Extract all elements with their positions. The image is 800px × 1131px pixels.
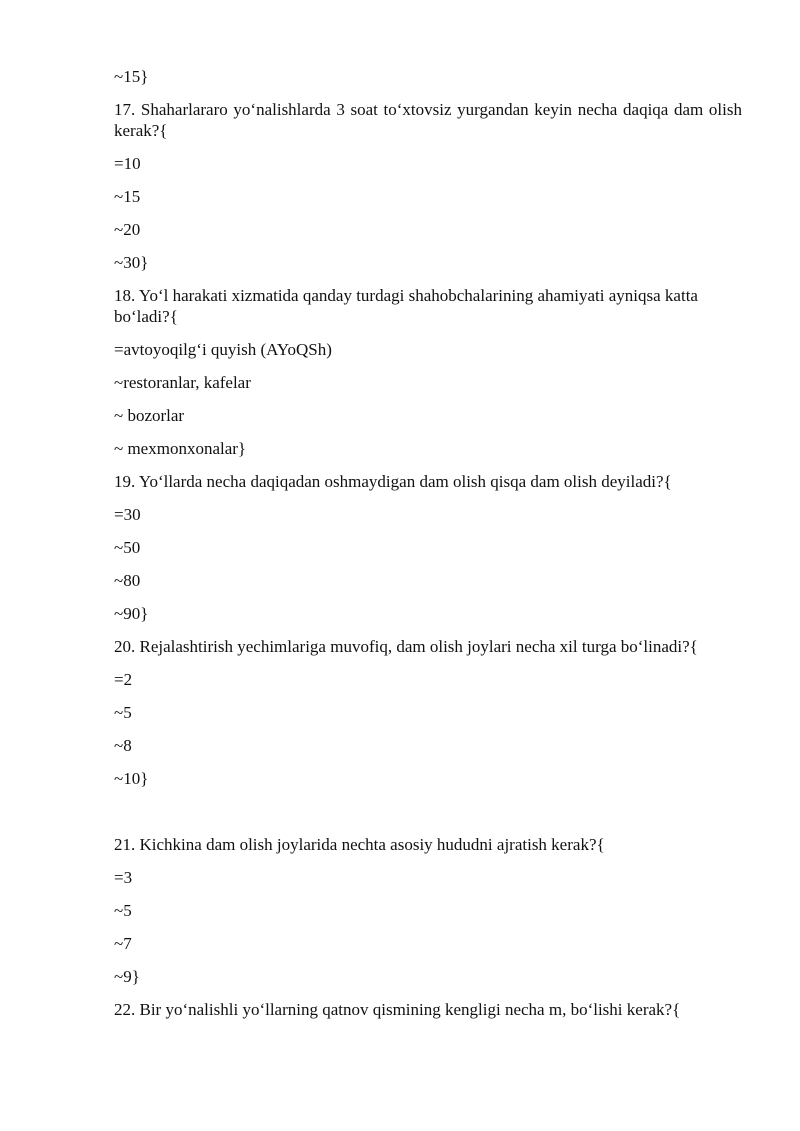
answer-option: ~restoranlar, kafelar <box>114 373 251 392</box>
question-17: 17. Shaharlararo yo‘nalishlarda 3 soat to‘xtovsiz yurgandan keyin necha daqiqa dam olish kerak?{ <box>114 100 742 140</box>
answer-option: ~15} <box>114 67 149 86</box>
answer-option: =2 <box>114 670 133 689</box>
answer-option: =avtoyoqilg‘i quyish (AYoQSh) <box>114 340 332 359</box>
answer-option: ~15 <box>114 187 141 206</box>
answer-option: ~5 <box>114 901 132 920</box>
question-19: 19. Yo‘llarda necha daqiqadan oshmaydigan dam olish qisqa dam olish deyiladi?{ <box>114 472 672 491</box>
document-page <box>114 66 742 1032</box>
answer-option: ~50 <box>114 538 141 557</box>
answer-option: =3 <box>114 868 133 887</box>
answer-option: ~7 <box>114 934 132 953</box>
answer-option: ~80 <box>114 571 141 590</box>
answer-option: ~5 <box>114 703 132 722</box>
answer-option: =30 <box>114 505 141 524</box>
answer-option: ~8 <box>114 736 132 755</box>
question-21: 21. Kichkina dam olish joylarida nechta asosiy hududni ajratish kerak?{ <box>114 835 605 854</box>
answer-option: ~ mexmonxonalar} <box>114 439 247 458</box>
question-20: 20. Rejalashtirish yechimlariga muvofiq, dam olish joylari necha xil turga bo‘linadi?{ <box>114 637 698 656</box>
question-22: 22. Bir yo‘nalishli yo‘llarning qatnov qismining kengligi necha m, bo‘lishi kerak?{ <box>114 1000 681 1019</box>
answer-option: ~90} <box>114 604 149 623</box>
answer-option: ~30} <box>114 253 149 272</box>
blank-line <box>114 801 742 834</box>
answer-option: ~10} <box>114 769 149 788</box>
answer-option: ~20 <box>114 220 141 239</box>
answer-option: ~ bozorlar <box>114 406 185 425</box>
question-18: 18. Yo‘l harakati xizmatida qanday turdagi shahobchalarining ahamiyati ayniqsa katta bo‘ladi?{ <box>114 286 698 326</box>
answer-option: ~9} <box>114 967 140 986</box>
answer-option: =10 <box>114 154 141 173</box>
